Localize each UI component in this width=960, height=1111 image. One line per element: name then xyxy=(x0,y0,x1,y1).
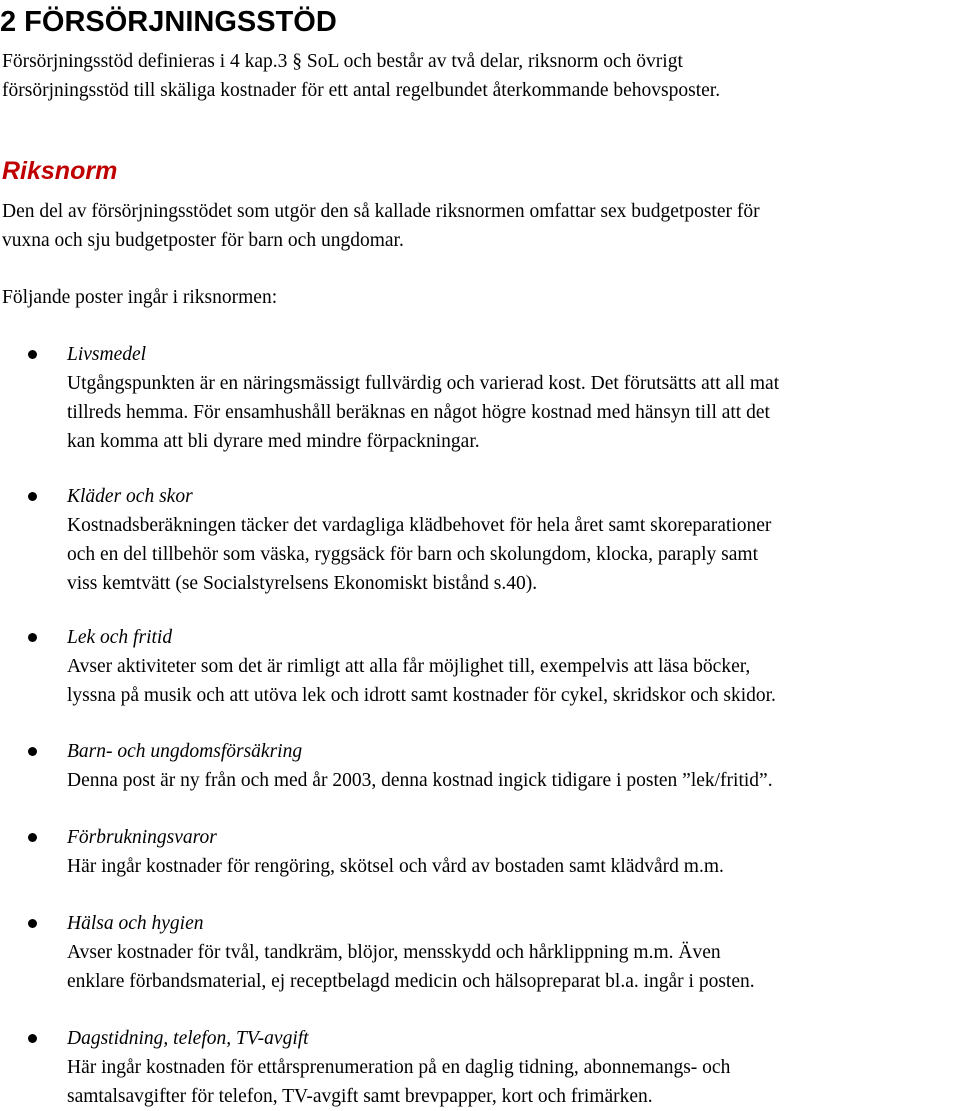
list-item-title: Barn- och ungdomsförsäkring xyxy=(67,741,303,762)
intro-line-2: försörjningsstöd till skäliga kostnader för ett antal regelbundet återkommande behovsposter. xyxy=(2,80,721,101)
list-item-body xyxy=(67,1024,960,1111)
list-item-line: viss kemtvätt (se Socialstyrelsens Ekonomiskt bistånd s.40). xyxy=(67,573,538,594)
list-item-body xyxy=(67,909,960,996)
list-item-body xyxy=(67,737,960,795)
list-item-line: lyssna på musik och att utöva lek och idrott samt kostnader för cykel, skridskor och skidor. xyxy=(67,685,776,706)
bullet-icon xyxy=(28,833,37,842)
list-item-title: Livsmedel xyxy=(67,344,147,365)
section-paragraph-line-2: vuxna och sju budgetposter för barn och ungdomar. xyxy=(2,230,404,251)
list-item-body xyxy=(67,823,960,881)
list-item-line: samtalsavgifter för telefon, TV-avgift samt brevpapper, kort och frimärken. xyxy=(67,1086,653,1107)
list-intro: Följande poster ingår i riksnormen: xyxy=(2,287,278,308)
list-item-title: Dagstidning, telefon, TV-avgift xyxy=(67,1028,309,1049)
section-paragraph-line-1: Den del av försörjningsstödet som utgör den så kallade riksnormen omfattar sex budgetposter för xyxy=(2,201,760,222)
list-item-line: och en del tillbehör som väska, ryggsäck för barn och skolungdom, klocka, paraply samt xyxy=(67,544,758,565)
list-item-line: Avser aktiviteter som det är rimligt att alla får möjlighet till, exempelvis att läsa böcker, xyxy=(67,656,751,677)
list-item-line: Här ingår kostnader för rengöring, skötsel och vård av bostaden samt klädvård m.m. xyxy=(67,856,724,877)
list-item-line: Avser kostnader för tvål, tandkräm, blöjor, mensskydd och hårklippning m.m. Även xyxy=(67,942,721,963)
list-item-line: Kostnadsberäkningen täcker det vardagliga klädbehovet för hela året samt skoreparationer xyxy=(67,515,772,536)
list-item-title: Kläder och skor xyxy=(67,486,193,507)
list-item-body xyxy=(67,482,960,598)
bullet-icon xyxy=(28,492,37,501)
bullet-icon xyxy=(28,350,37,359)
list-item-title: Lek och fritid xyxy=(67,627,173,648)
list-item-line: Denna post är ny från och med år 2003, denna kostnad ingick tidigare i posten ”lek/fritid”. xyxy=(67,770,773,791)
list-item-line: tillreds hemma. För ensamhushåll beräknas en något högre kostnad med hänsyn till att det xyxy=(67,402,770,423)
list-item-line: Utgångspunkten är en näringsmässigt fullvärdig och varierad kost. Det förutsätts att all mat xyxy=(67,373,780,394)
bullet-icon xyxy=(28,1034,37,1043)
list-item-line: Här ingår kostnaden för ettårsprenumeration på en daglig tidning, abonnemangs- och xyxy=(67,1057,731,1078)
intro-line-1: Försörjningsstöd definieras i 4 kap.3 § SoL och består av två delar, riksnorm och övrigt xyxy=(2,51,683,72)
bullet-icon xyxy=(28,919,37,928)
list-item-title: Hälsa och hygien xyxy=(67,913,204,934)
bullet-icon xyxy=(28,633,37,642)
list-item-body xyxy=(67,623,960,710)
list-item-line: enklare förbandsmaterial, ej receptbelagd medicin och hälsopreparat bl.a. ingår i posten. xyxy=(67,971,755,992)
list-item-body xyxy=(67,340,960,456)
page-heading: 2 FÖRSÖRJNINGSSTÖD xyxy=(0,6,337,38)
list-item-line: kan komma att bli dyrare med mindre förpackningar. xyxy=(67,431,480,452)
bullet-icon xyxy=(28,747,37,756)
list-item-title: Förbrukningsvaror xyxy=(67,827,217,848)
section-title: Riksnorm xyxy=(2,157,118,185)
